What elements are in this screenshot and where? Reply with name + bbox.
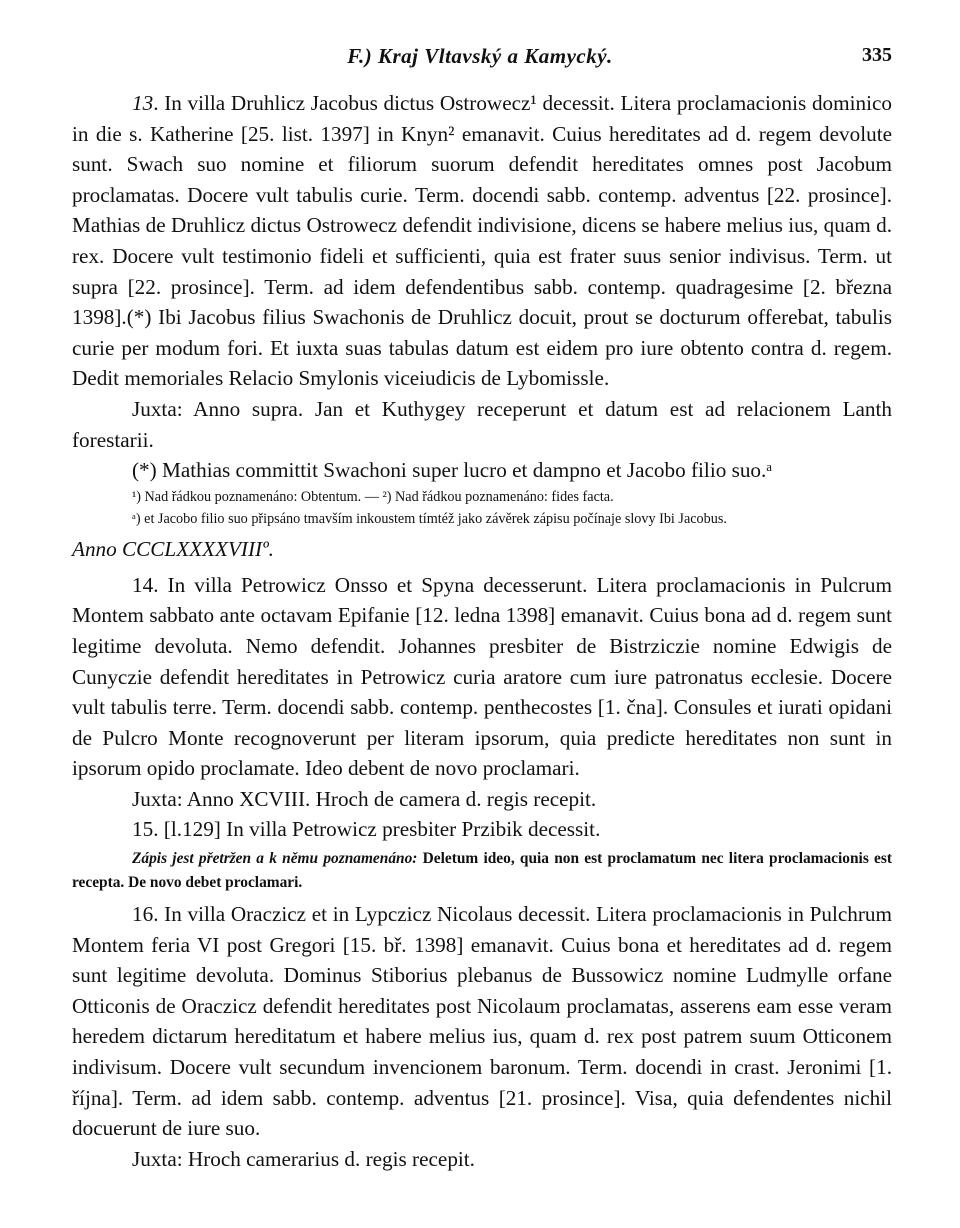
entry-14-juxta: Juxta: Anno XCVIII. Hroch de camera d. regis recepit. — [132, 786, 597, 811]
footnote-1-2: ¹) Nad řádkou poznamenáno: Obtentum. — ²) Nad řádkou poznamenáno: fides facta. — [132, 488, 614, 505]
entry-13-text: 13. In villa Druhlicz Jacobus dictus Ostrowecz¹ decessit. Litera proclamacionis dominico in die s. Katherine [25. list. 1397] in Knyn² emanavit. Cuius hereditates ad d. regem devolute sunt. Swach suo nomine et filiorum suorum defendit hereditates omnes post Jacobum proclamatas. Docere vult tabulis curie. Term. docendi sabb. contemp. adventus [22. prosince]. Mathias de Druhlicz dictus Ostrowecz defendit indivisione, dicens se habere melius ius, quam d. rex. Docere vult testimonio fideli et sufficienti, quia est frater suus senior indivisus. Term. ut supra [22. prosince]. Term. ad idem defendentibus sabb. contemp. quadragesime [2. března 1398].(*) Ibi Jacobus filius Swachonis de Druhlicz docuit, prout se docturum offerebat, tabulis curie per modum fori. Et iuxta suas tabulas datum est eidem pro iure obtento contra d. regem. Dedit memoriales Relacio Smylonis viceiudicis de Lybomissle. — [72, 91, 892, 391]
entry-15-note — [72, 847, 892, 895]
entry-14-text: 14. In villa Petrowicz Onsso et Spyna decesserunt. Litera proclamacionis in Pulcrum Montem sabbato ante octavam Epifanie [12. ledna 1398] emanavit. Cuius bona ad d. regem sunt legitime devoluta. Nemo defendit. Johannes presbiter de Bistrziczie nomine Edwigis de Cunyczie defendit hereditates in Petrowicz curia aratore cum iure patronatus ecclesie. Docere vult tabulis terre. Term. docendi sabb. contemp. penthecostes [1. čna]. Consules et iurati opidani de Pulcro Monte recognoverunt per literam ipsorum, quia predicte hereditates non sunt in ipsorum opido proclamate. Ideo debent de novo proclamari. — [72, 572, 892, 781]
footnote-a: ᵃ) et Jacobo filio suo připsáno tmavším inkoustem tímtéž jako závěrek zápisu počínaje slovy Ibi Jacobus. — [132, 510, 727, 527]
page-number: 335 — [862, 44, 892, 66]
entry-16-juxta: Juxta: Hroch camerarius d. regis recepit. — [132, 1146, 475, 1171]
page-header — [0, 44, 960, 74]
entry-16-text: 16. In villa Oraczicz et in Lypczicz Nicolaus decessit. Litera proclamacionis in Pulchrum Montem feria VI post Gregori [15. bř. 1398] emanavit. Cuius bona et hereditates ad d. regem sunt legitime devoluta. Dominus Stiborius plebanus de Bussowicz nomine Ludmylle orfane Otticonis de Oraczicz defendit hereditates post Nicolaum proclamatas, asserens eam esse veram heredem dictarum hereditatum et habere melius ius, quam d. rex post patrem suum Otticonem indivisum. Docere vult secundum invencionem baronum. Term. docendi in crast. Jeronimi [1. října]. Term. ad idem sabb. contemp. adventus [21. prosince]. Visa, quia defendentes nichil docuerunt de iure suo. — [72, 902, 892, 1141]
entry-15-note-text: Deletum ideo, quia non est proclamatum nec litera proclamacionis est recepta. De novo debet proclamari. — [72, 850, 892, 892]
entry-15-text: 15. [l.129] In villa Petrowicz presbiter Przibik decessit. — [132, 817, 601, 842]
entry-13-body: In villa Druhlicz Jacobus dictus Ostrowecz¹ decessit. Litera proclamacionis dominico in die s. Katherine [25. list. 1397] in Knyn² emanavit. Cuius hereditates ad d. regem devolute sunt. Swach suo nomine et filiorum suorum defendit hereditates omnes post Jacobum proclamatas. Docere vult tabulis curie. Term. docendi sabb. contemp. adventus [22. prosince]. Mathias de Druhlicz dictus Ostrowecz defendit indivisione, dicens se habere melius ius, quam d. rex. Docere vult testimonio fideli et sufficienti, quia est frater suus senior indivisus. Term. ut supra [22. prosince]. Term. ad idem defendentibus sabb. contemp. quadragesime [2. března 1398].(*) Ibi Jacobus filius Swachonis de Druhlicz docuit, prout se docturum offerebat, tabulis curie per modum fori. Et iuxta suas tabulas datum est eidem pro iure obtento contra d. regem. Dedit memoriales Relacio Smylonis viceiudicis de Lybomissle. — [72, 91, 892, 391]
entry-13-juxta: Juxta: Anno supra. Jan et Kuthygey receperunt et datum est ad relacionem Lanth forestarii. — [72, 396, 892, 452]
running-title: F.) Kraj Vltavský a Kamycký. — [347, 44, 613, 68]
entry-13-number: 13 — [132, 91, 154, 115]
page-body — [72, 88, 892, 1174]
entry-13-star-note: (*) Mathias committit Swachoni super lucro et dampno et Jacobo filio suo.ᵃ — [132, 458, 773, 483]
entry-15-note-label: Zápis jest přetržen a k němu poznamenáno: — [132, 850, 418, 868]
year-heading: Anno CCCLXXXXVIIIº. — [72, 536, 274, 561]
